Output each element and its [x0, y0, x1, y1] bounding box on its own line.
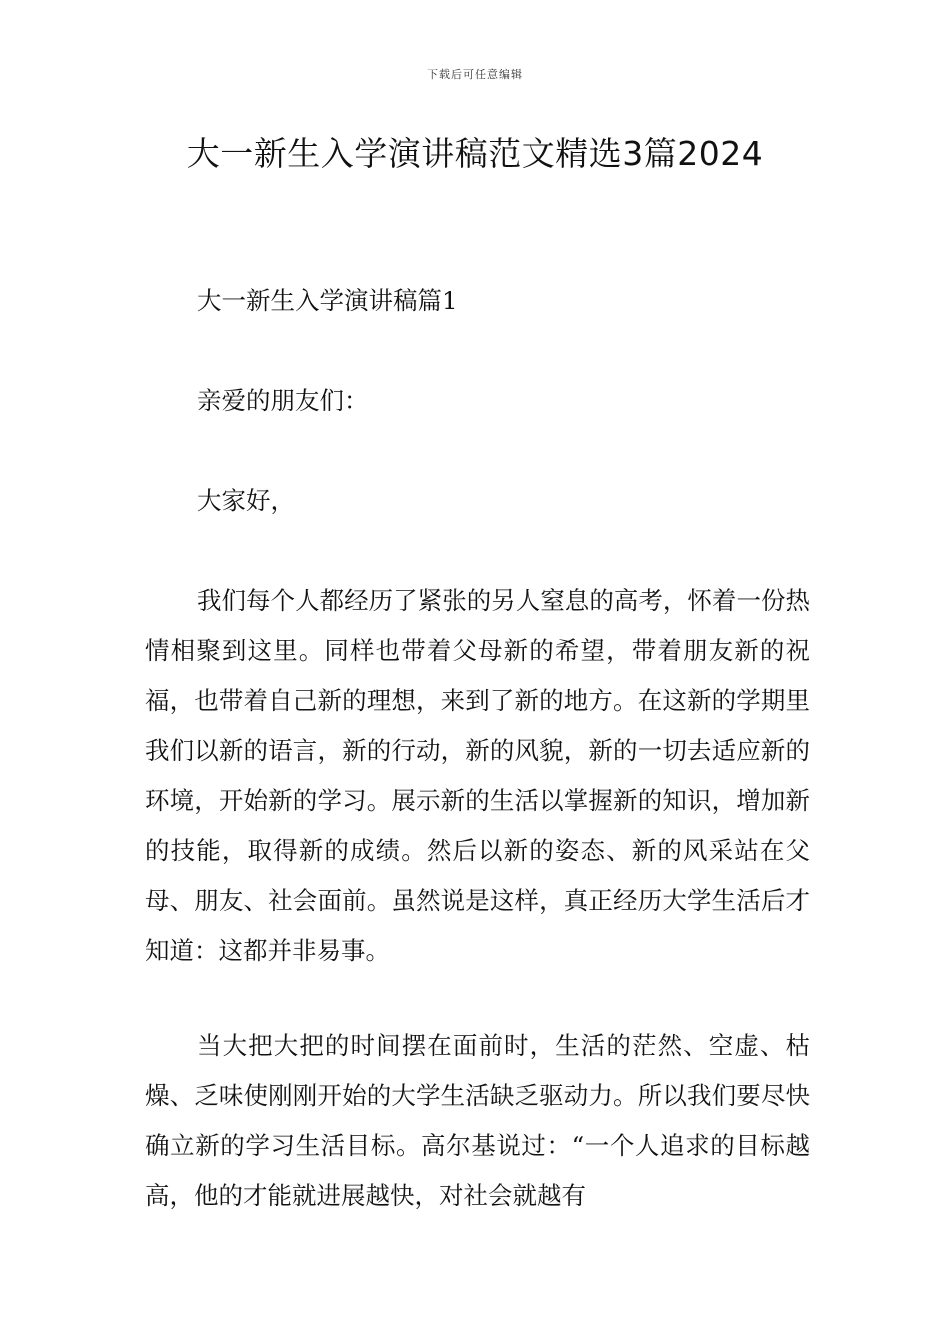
greeting: 大家好， — [197, 486, 295, 515]
body-paragraph: 我们每个人都经历了紧张的另人窒息的高考，怀着一份热情相聚到这里。同样也带着父母新的希望，带着朋友新的祝福，也带着自己新的理想，来到了新的地方。在这新的学期里我们以新的语言，新的行动，新的风貌，新的一切去适应新的环境，开始新的学习。展示新的生活以掌握新的知识，增加新的技能，取得新的成绩。然后以新的姿态、新的风采站在父母、朋友、社会面前。虽然说是这样，真正经历大学生活后才知道：这都并非易事。 — [145, 586, 810, 965]
salutation: 亲爱的朋友们： — [197, 386, 369, 415]
body-paragraph: 当大把大把的时间摆在面前时，生活的茫然、空虚、枯燥、乏味使刚刚开始的大学生活缺乏驱动力。所以我们要尽快确立新的学习生活目标。高尔基说过：“一个人追求的目标越高，他的才能就进展越快，对社会就越有 — [145, 1031, 810, 1210]
section-heading: 大一新生入学演讲稿篇1 — [197, 286, 458, 315]
header-note: 下载后可任意编辑 — [427, 68, 523, 81]
document-title: 大一新生入学演讲稿范文精选3篇2024 — [186, 134, 764, 173]
